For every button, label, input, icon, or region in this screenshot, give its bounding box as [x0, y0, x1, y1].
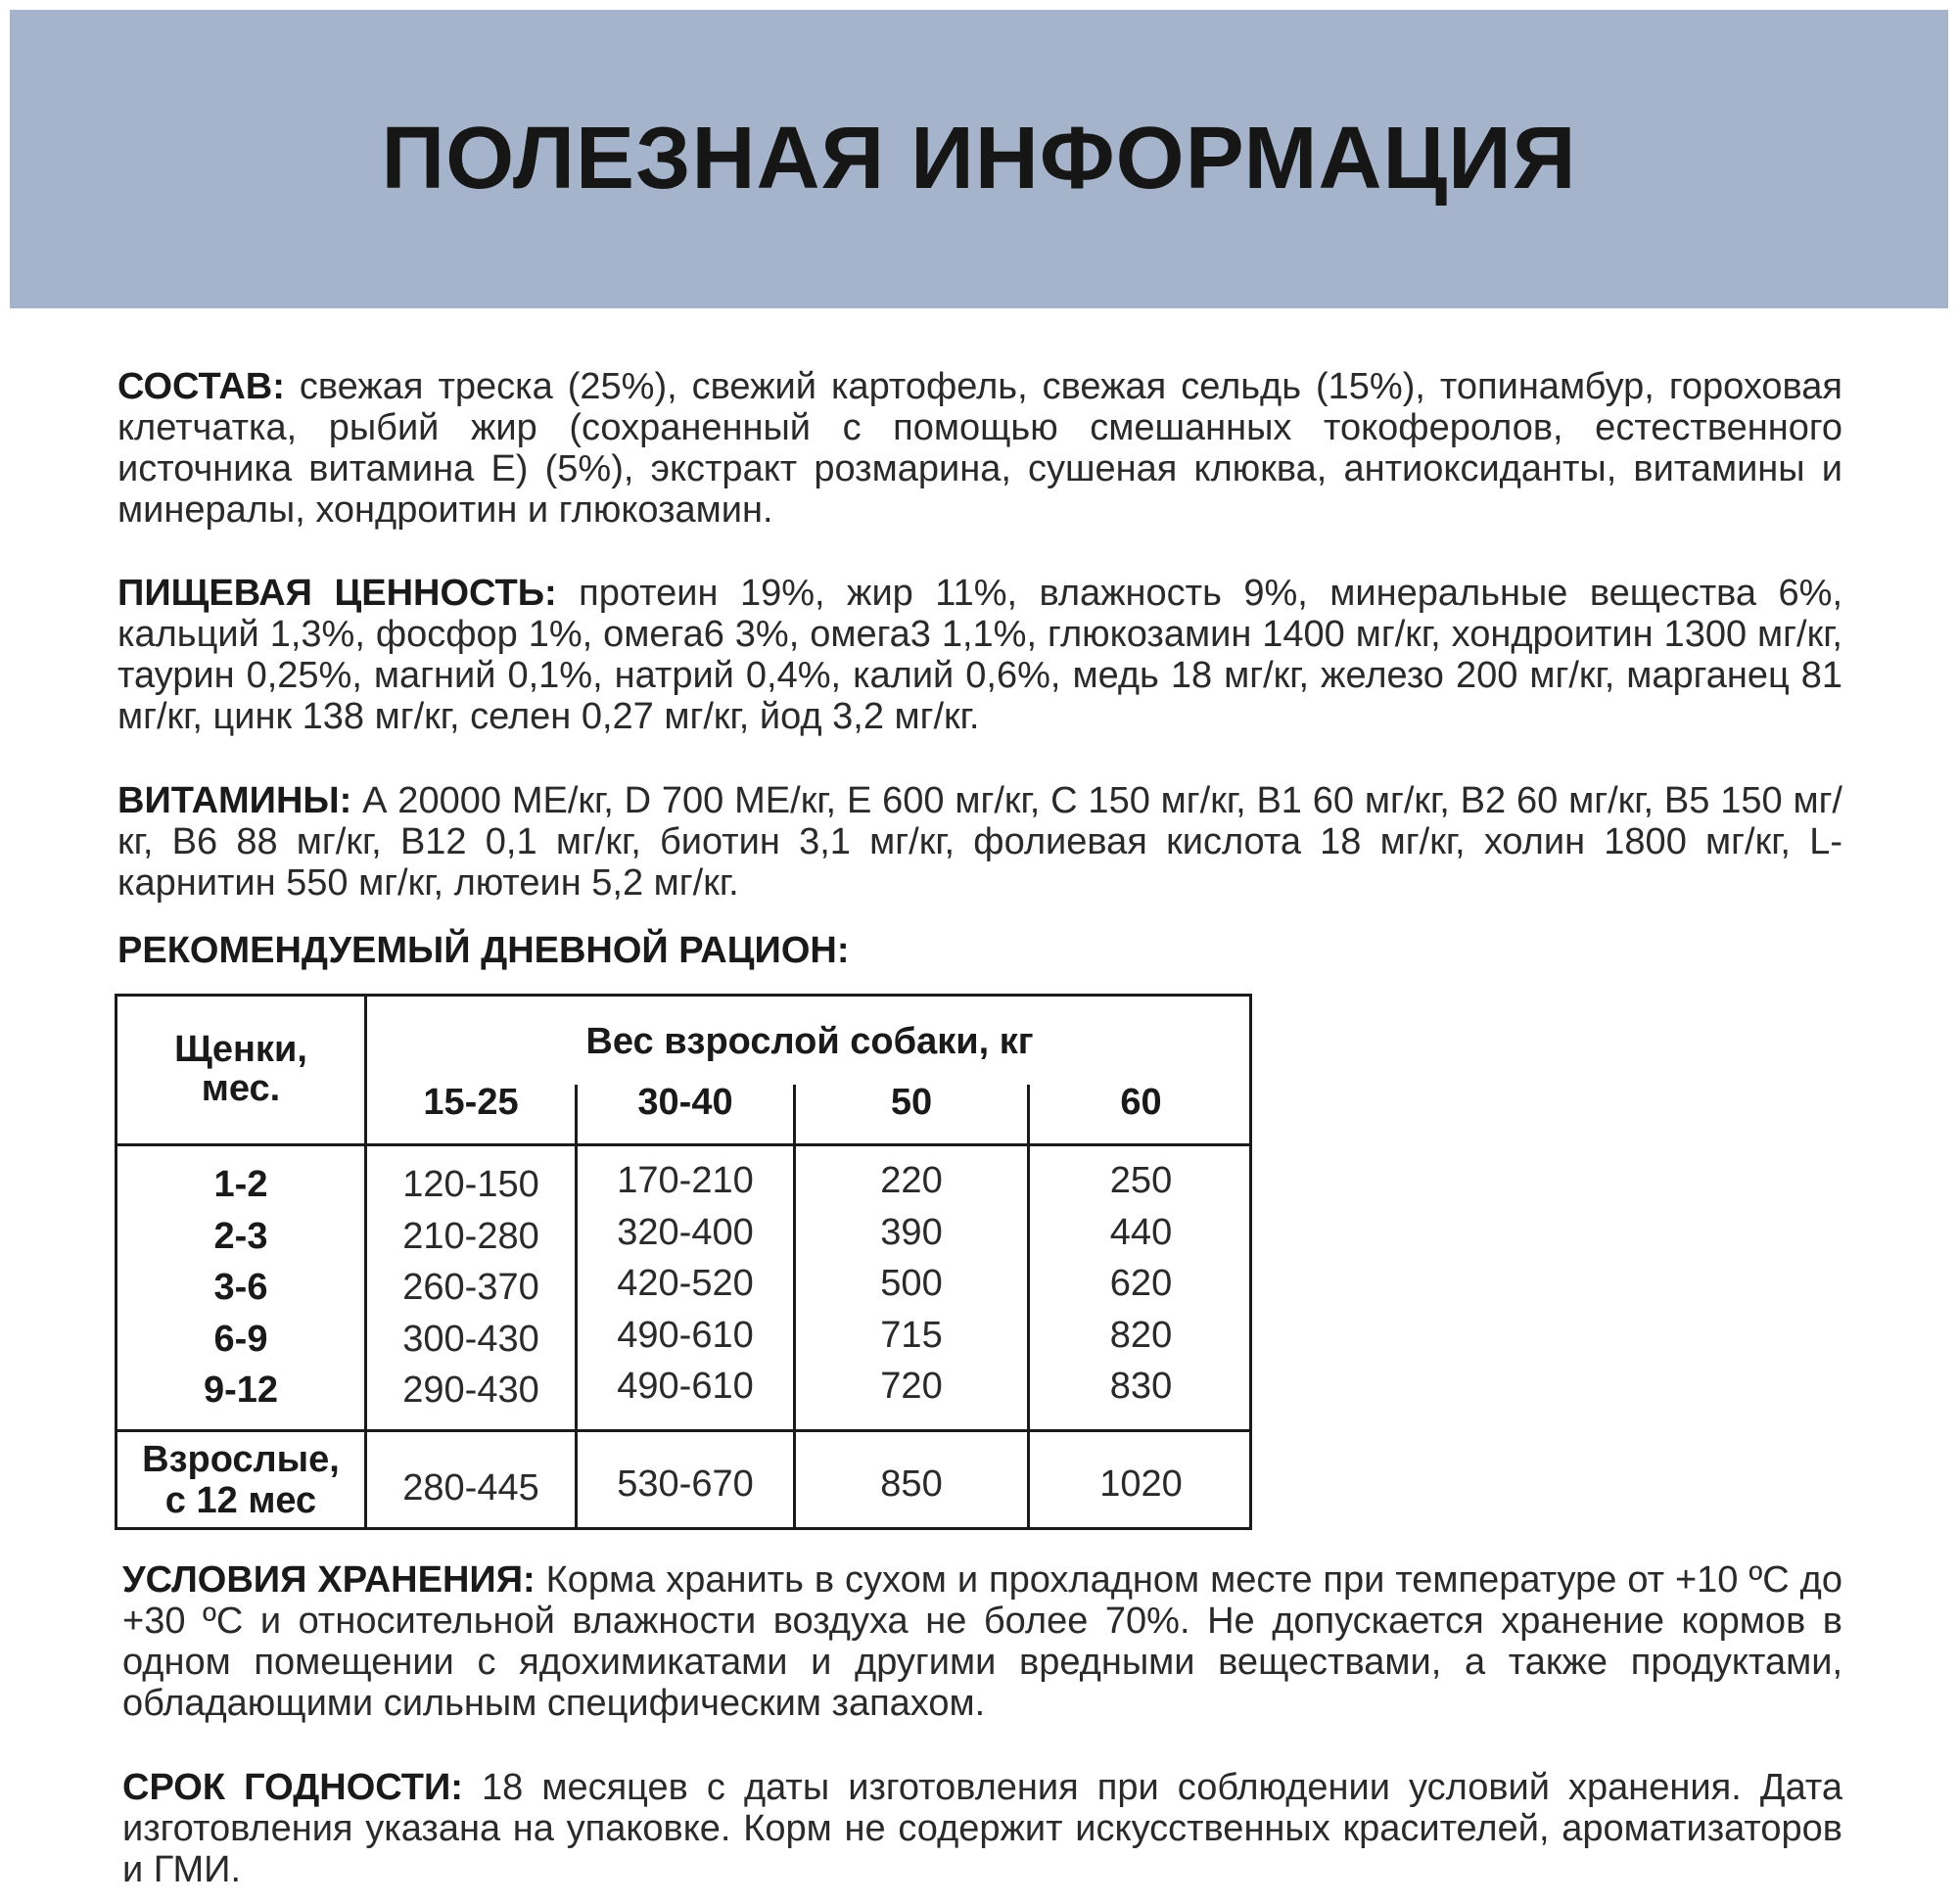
shelf-life-section: [122, 1767, 1842, 1890]
nutrition-text: протеин 19%, жир 11%, влажность 9%, минеральные вещества 6%, кальций 1,3%, фосфор 1%, омега6 3%, омега3 1,1%, глюкозамин 1400 мг/кг, хондроитин 1300 мг/кг, таурин 0,25%, магний 0,1%, натрий 0,4%, калий 0,6%, медь 18 мг/кг, железо 200 мг/кг, марганец 81 мг/кг, цинк 138 мг/кг, селен 0,27 мг/кг, йод 3,2 мг/кг.: [117, 573, 1842, 737]
ration-table: [115, 994, 1252, 1530]
puppies-header-line1: Щенки,: [174, 1029, 307, 1070]
storage-text: Корма хранить в сухом и прохладном месте при температуре от +10 ºС до +30 ºС и относительной влажности воздуха не более 70%. Не допускается хранение кормов в одном помещении с ядохимикатами и другими вредными веществами, а также продуктами, обладающими сильным специфическим запахом.: [122, 1559, 1842, 1724]
table-cell: 620: [1109, 1263, 1173, 1304]
vitamins-label: ВИТАМИНЫ:: [117, 780, 352, 821]
puppies-header: [117, 1030, 364, 1108]
weight-col-header-1: 15-25: [423, 1082, 519, 1123]
adult-label-line1: Взрослые,: [142, 1439, 340, 1480]
page-title: ПОЛЕЗНАЯ ИНФОРМАЦИЯ: [381, 110, 1577, 208]
table-divider-col-3: [793, 1085, 796, 1527]
table-divider-col-2: [575, 1085, 578, 1527]
table-cell: 720: [880, 1366, 943, 1407]
shelf-life-text: 18 месяцев с даты изготовления при соблюдении условий хранения. Дата изготовления указана на упаковке. Корм не содержит искусственных красителей, ароматизаторов и ГМИ.: [122, 1767, 1842, 1890]
ration-title: РЕКОМЕНДУЕМЫЙ ДНЕВНОЙ РАЦИОН:: [117, 930, 850, 971]
table-cell: 320-400: [617, 1212, 754, 1253]
weight-col-header-4: 60: [1120, 1082, 1162, 1123]
puppy-age-2: 2-3: [213, 1216, 268, 1257]
table-cell: 390: [880, 1212, 943, 1253]
vitamins-text: А 20000 МЕ/кг, D 700 МЕ/кг, E 600 мг/кг, С 150 мг/кг, В1 60 мг/кг, В2 60 мг/кг, В5 150 мг/кг, В6 88 мг/кг, В12 0,1 мг/кг, биотин 3,1 мг/кг, фолиевая кислота 18 мг/кг, холин 1800 мг/кг, L-карнитин 550 мг/кг, лютеин 5,2 мг/кг.: [117, 780, 1842, 904]
adult-row-label: [117, 1439, 364, 1521]
puppy-age-1: 1-2: [213, 1164, 268, 1205]
table-cell: 820: [1109, 1315, 1173, 1356]
adult-label-line2: с 12 мес: [164, 1480, 317, 1521]
table-cell: 120-150: [402, 1164, 539, 1205]
composition-text: свежая треска (25%), свежий картофель, свежая сельдь (15%), топинамбур, гороховая клетчатка, рыбий жир (сохраненный с помощью смешанных токоферолов, естественного источника витамина E) (5%), экстракт розмарина, сушеная клюква, антиоксиданты, витамины и минералы, хондроитин и глюкозамин.: [117, 366, 1842, 531]
puppy-age-5: 9-12: [203, 1370, 279, 1411]
table-cell: 850: [880, 1463, 943, 1505]
storage-label: УСЛОВИЯ ХРАНЕНИЯ:: [122, 1559, 536, 1601]
table-cell: 420-520: [617, 1263, 754, 1304]
table-cell: 830: [1109, 1366, 1173, 1407]
table-header-rule: [117, 1143, 1249, 1146]
table-adult-rule: [117, 1429, 1249, 1432]
puppies-header-line2: мес.: [201, 1068, 281, 1109]
table-divider-first-col: [364, 997, 367, 1527]
table-cell: 250: [1109, 1160, 1173, 1201]
weight-header: Вес взрослой собаки, кг: [585, 1021, 1034, 1062]
nutrition-label: ПИЩЕВАЯ ЦЕННОСТЬ:: [117, 573, 557, 614]
composition-section: [117, 366, 1842, 531]
table-cell: 500: [880, 1263, 943, 1304]
puppy-age-4: 6-9: [213, 1319, 268, 1360]
table-cell: 210-280: [402, 1216, 539, 1257]
table-cell: 290-430: [402, 1370, 539, 1411]
table-cell: 440: [1109, 1212, 1173, 1253]
header-banner: [10, 10, 1948, 308]
table-cell: 170-210: [617, 1160, 754, 1201]
table-divider-col-4: [1027, 1085, 1030, 1527]
nutrition-section: [117, 573, 1842, 737]
vitamins-section: [117, 780, 1842, 904]
table-cell: 300-430: [402, 1319, 539, 1360]
table-cell: 280-445: [402, 1467, 539, 1509]
storage-section: [122, 1559, 1842, 1724]
table-cell: 530-670: [617, 1463, 754, 1505]
table-cell: 490-610: [617, 1315, 754, 1356]
table-cell: 715: [880, 1315, 943, 1356]
weight-col-header-2: 30-40: [637, 1082, 733, 1123]
table-cell: 220: [880, 1160, 943, 1201]
table-cell: 490-610: [617, 1366, 754, 1407]
table-cell: 260-370: [402, 1267, 539, 1308]
table-cell: 1020: [1099, 1463, 1183, 1505]
puppy-age-3: 3-6: [213, 1267, 268, 1308]
composition-label: СОСТАВ:: [117, 366, 285, 407]
weight-col-header-3: 50: [890, 1082, 933, 1123]
shelf-life-label: СРОК ГОДНОСТИ:: [122, 1767, 463, 1808]
